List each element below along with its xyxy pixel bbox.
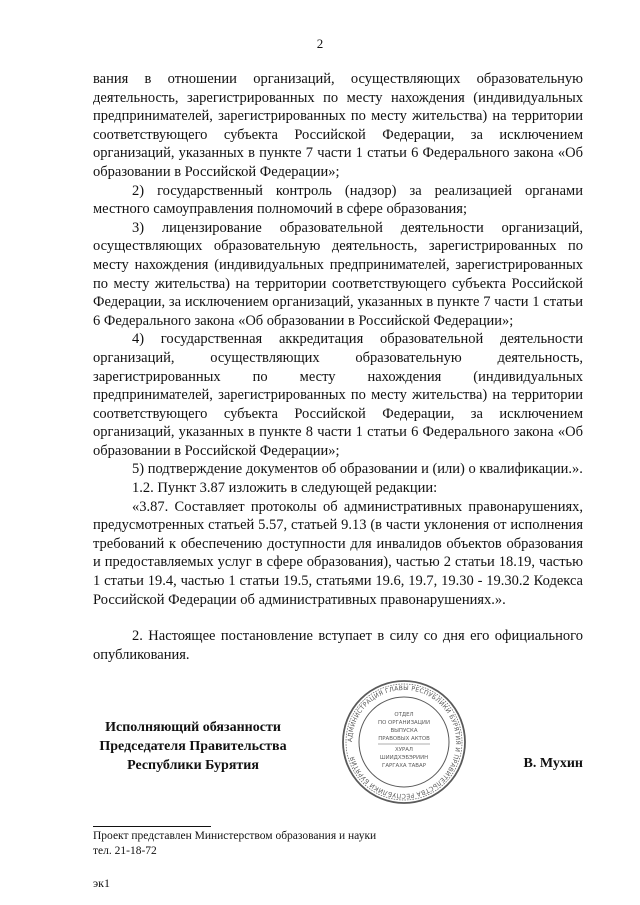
official-seal — [340, 678, 468, 806]
seal-center-text: ПРАВОВЫХ АКТОВ — [378, 736, 430, 742]
seal-center-text: ПО ОРГАНИЗАЦИИ — [378, 720, 430, 726]
footnote — [93, 829, 376, 859]
paragraph-1-2: 1.2. Пункт 3.87 изложить в следующей редакции: — [132, 480, 438, 497]
signatory-title-line: Председателя Правительства — [99, 739, 287, 754]
seal-ring-textpath: АДМИНИСТРАЦИЯ ГЛАВЫ РЕСПУБЛИКИ БУРЯТИЯ И ПРАВИТЕЛЬСТВА РЕСПУБЛИКИ БУРЯТИЯ — [346, 684, 462, 800]
footnote-line: Проект представлен Министерством образования и науки — [93, 830, 377, 842]
signatory-title-line: Республики Бурятия — [127, 758, 259, 773]
paragraph-effective-date: 2. Настоящее постановление вступает в силу со дня его официального опубликования. — [93, 628, 583, 663]
footnote-divider — [93, 826, 211, 827]
paragraph-3-87: «3.87. Составляет протоколы об административных правонарушениях, предусмотренных статьей 5.57, статьей 9.13 (в части уклонения от исполнения требований к обеспечению доступности для инвалидов объектов образования и предоставляемых услуг в сфере образования), частью 2 статьи 18.19, частью 1 статьи 19.4, частью 1 статьи 19.5, статьями 19.6, 19.7, 19.30 - 19.30.2 Кодекса Российской Федерации об административных правонарушениях.». — [93, 498, 583, 608]
footnote-line: тел. 21-18-72 — [93, 845, 157, 857]
document-body — [93, 70, 583, 664]
signatory-title — [93, 718, 293, 775]
paragraph-item-5: 5) подтверждение документов об образовании и (или) о квалификации.». — [132, 461, 583, 478]
signatory-title-line: Исполняющий обязанности — [105, 720, 281, 735]
paragraph-continuation: вания в отношении организаций, осуществляющих образовательную деятельность, зарегистрированных по месту нахождения (индивидуальных предпринимателей, зарегистрированных по месту жительства) на территории соответствующего субъекта Российской Федерации, за исключением организаций, указанных в пункте 7 части 1 статьи 6 Федерального закона «Об образовании в Российской Федерации»; — [93, 71, 583, 180]
paragraph-item-2: 2) государственный контроль (надзор) за реализацией органами местного самоуправления полномочий в сфере образования; — [93, 182, 583, 218]
paragraph-item-4: 4) государственная аккредитация образовательной деятельности организаций, осуществляющих образовательную деятельность, зарегистрированных по месту нахождения (индивидуальных предпринимателей, зарегистрированных по месту жительства) на территории соответствующего субъекта Российской Федерации, за исключением организаций, указанных в пункте 8 части 1 статьи 6 Федерального закона «Об образовании в Российской Федерации»; — [93, 331, 583, 459]
seal-center-text: ВЫПУСКА — [390, 728, 418, 734]
signatory-name: В. Мухин — [523, 756, 583, 771]
document-code: эк1 — [93, 876, 110, 890]
page-number: 2 — [316, 36, 324, 51]
paragraph-item-3: 3) лицензирование образовательной деятельности организаций, осуществляющих образовательную деятельность, зарегистрированных по месту нахождения (индивидуальных предпринимателей, зарегистрированных по месту жительства) на территории соответствующего субъекта Российской Федерации, за исключением организаций, указанных в пункте 7 части 1 статьи 6 Федерального закона «Об образовании в Российской Федерации»; — [93, 219, 583, 329]
seal-center-text: ШИИДХЭБЭРИИН — [379, 755, 429, 761]
seal-center-text: ХУРАЛ — [395, 747, 413, 753]
seal-center-text: ГАРГАХА ТАВАР — [382, 763, 426, 769]
seal-center-text: ОТДЕЛ — [394, 712, 414, 718]
